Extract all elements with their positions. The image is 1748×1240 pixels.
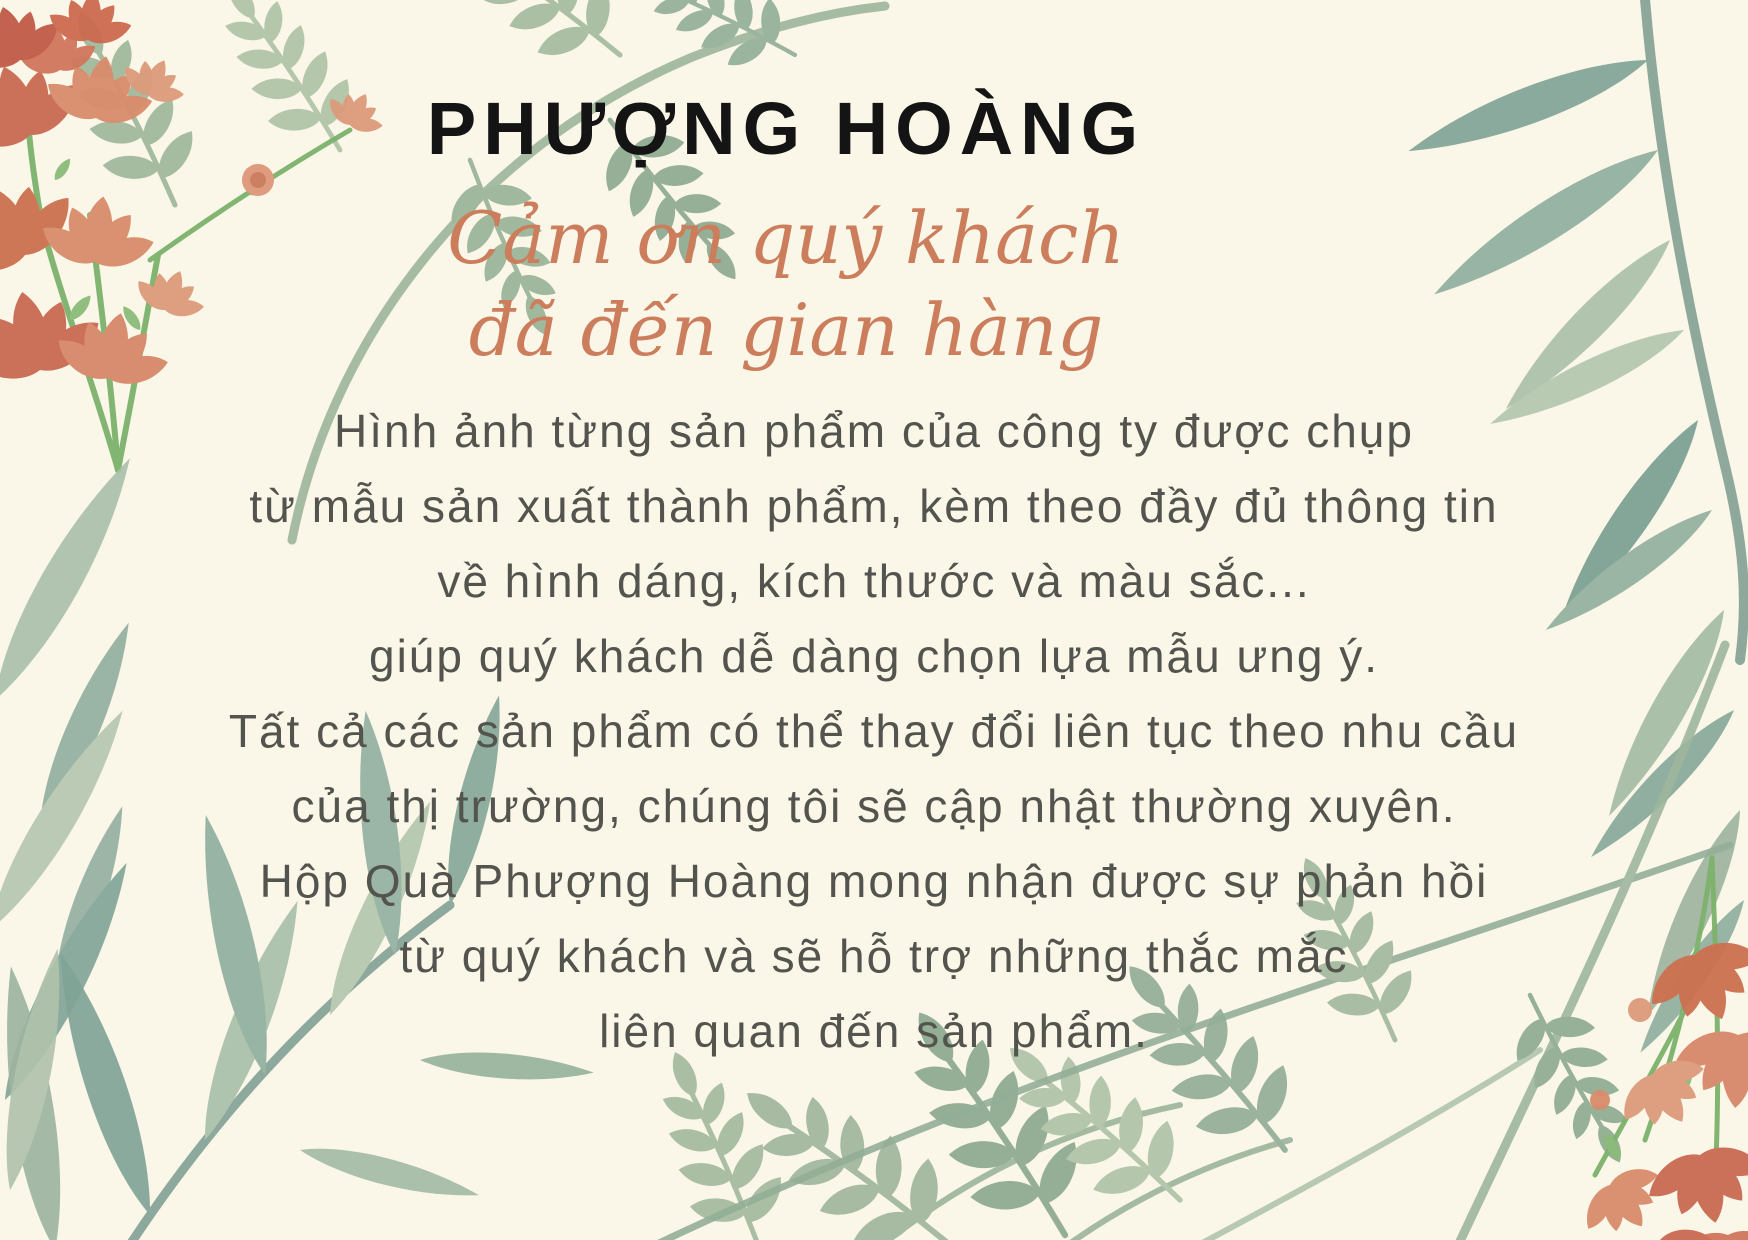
body-paragraph (0, 394, 1748, 1069)
body-line: giúp quý khách dễ dàng chọn lựa mẫu ưng ý. (369, 630, 1379, 682)
thank-you-script-line2: đã đến gian hàng (468, 288, 1104, 372)
thank-you-script (0, 192, 1660, 376)
brand-title: PHƯỢNG HOÀNG (426, 87, 1146, 170)
body-line: Tất cả các sản phẩm có thể thay đổi liên tục theo nhu cầu (228, 705, 1520, 757)
body-line: của thị trường, chúng tôi sẽ cập nhật thường xuyên. (291, 780, 1457, 832)
body-line: từ quý khách và sẽ hỗ trợ những thắc mắc (399, 930, 1349, 982)
thank-you-script-line1: Cảm ơn quý khách (447, 196, 1125, 280)
body-line: Hình ảnh từng sản phẩm của công ty được chụp (334, 405, 1414, 457)
body-line: từ mẫu sản xuất thành phẩm, kèm theo đầy đủ thông tin (249, 480, 1499, 532)
body-line: liên quan đến sản phẩm. (599, 1005, 1149, 1057)
body-line: về hình dáng, kích thước và màu sắc... (437, 555, 1311, 607)
body-line: Hộp Quà Phượng Hoàng mong nhận được sự phản hồi (259, 855, 1489, 907)
